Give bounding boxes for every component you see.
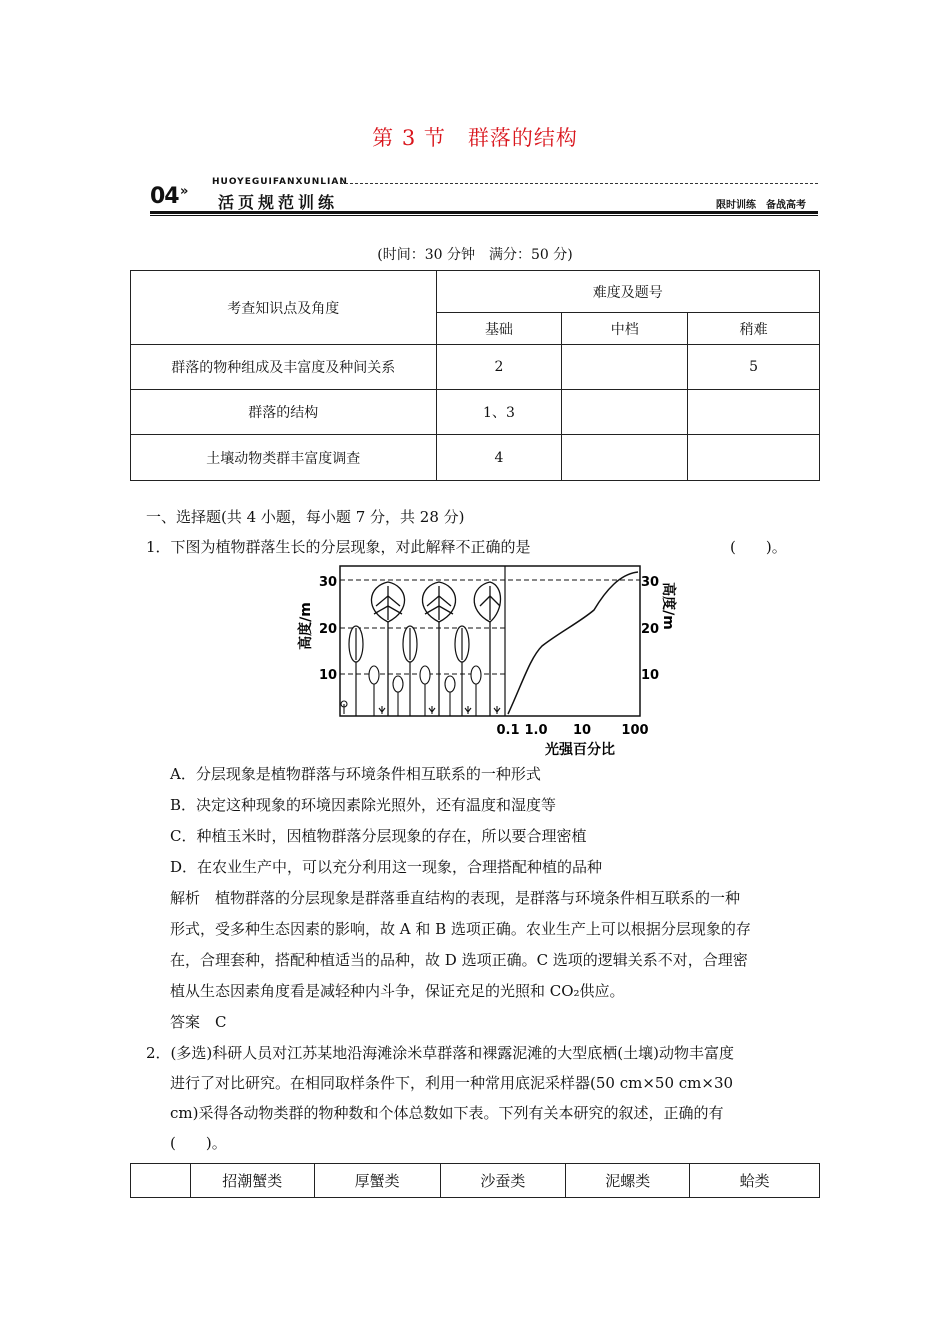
- table-cell: [562, 435, 688, 481]
- question-1-stem: 1．下图为植物群落生长的分层现象，对此解释不正确的是: [146, 538, 531, 556]
- table-subheader: 基础: [436, 313, 562, 345]
- small-shrub-icon: [420, 666, 430, 716]
- table-cell: 土壤动物类群丰富度调查: [131, 435, 437, 481]
- x-axis-label: 光强百分比: [545, 742, 615, 758]
- table-row: [131, 390, 820, 435]
- height-tick: 10: [640, 668, 660, 683]
- shrub-icon: [455, 626, 469, 716]
- section-heading: 一、选择题(共 4 小题，每小题 7 分，共 28 分): [146, 508, 465, 526]
- table-header-cell: 厚蟹类: [314, 1164, 440, 1198]
- table-header-cell: 蛤类: [690, 1164, 820, 1198]
- banner-rule-thin: [150, 215, 818, 216]
- table-cell: 群落的物种组成及丰富度及种间关系: [131, 345, 437, 390]
- table-row: [131, 345, 820, 390]
- table-cell: [562, 345, 688, 390]
- table-header-cell: 沙蚕类: [440, 1164, 566, 1198]
- chevron-right-icon: »: [180, 184, 189, 199]
- table-subheader: 中档: [562, 313, 688, 345]
- table-header-topic: 考查知识点及角度: [131, 271, 437, 345]
- x-tick: 0.1: [496, 723, 520, 738]
- small-shrub-icon: [471, 666, 481, 716]
- knowledge-table: [130, 270, 820, 481]
- shrub-icon: [349, 626, 363, 716]
- banner-label: 活页规范训练: [218, 193, 339, 212]
- height-tick: 30: [318, 575, 338, 590]
- table-header-difficulty: 难度及题号: [436, 271, 819, 313]
- section-banner: [150, 178, 818, 214]
- table-cell: [562, 390, 688, 435]
- table-cell: 群落的结构: [131, 390, 437, 435]
- x-tick: 1.0: [524, 723, 548, 738]
- table-cell: 4: [436, 435, 562, 481]
- left-axis-label: 高度/m: [298, 602, 314, 650]
- banner-dash-line: [340, 183, 818, 184]
- banner-pinyin: HUOYEGUIFANXUNLIAN: [212, 177, 348, 187]
- shrub-icon: [403, 626, 417, 716]
- question-2-line: ( )。: [170, 1134, 227, 1152]
- banner-rule: [150, 211, 818, 214]
- table-cell: [688, 435, 820, 481]
- small-shrub-icon: [445, 676, 455, 716]
- table-subheader: 稍难: [688, 313, 820, 345]
- height-tick: 20: [318, 622, 338, 637]
- table-row: [131, 1164, 820, 1198]
- analysis-line: 在，合理套种，搭配种植适当的品种，故 D 选项正确。C 选项的逻辑关系不对，合理密: [170, 951, 748, 969]
- option-a: A．分层现象是植物群落与环境条件相互联系的一种形式: [170, 765, 541, 783]
- species-table: [130, 1163, 820, 1198]
- height-tick: 20: [640, 622, 660, 637]
- answer: 答案 C: [170, 1013, 227, 1031]
- x-tick: 10: [572, 723, 592, 738]
- tree-icon: [371, 582, 404, 716]
- tree-icon: [422, 582, 455, 716]
- table-header-cell: 泥螺类: [566, 1164, 690, 1198]
- light-intensity-curve: [508, 572, 638, 714]
- time-info: (时间：30 分钟 满分：50 分): [377, 247, 573, 263]
- question-2-line: cm)采得各动物类群的物种数和个体总数如下表。下列有关本研究的叙述，正确的有: [170, 1104, 724, 1122]
- question-1-paren: ( )。: [730, 538, 787, 556]
- analysis-line: 形式，受多种生态因素的影响，故 A 和 B 选项正确。农业生产上可以根据分层现象的存: [170, 920, 751, 938]
- table-header-cell: [131, 1164, 191, 1198]
- tree-icon: [474, 582, 500, 716]
- option-d: D．在农业生产中，可以充分利用这一现象，合理搭配种植的品种: [170, 858, 603, 876]
- question-2-line: 2．(多选)科研人员对江苏某地沿海滩涂米草群落和裸露泥滩的大型底栖(土壤)动物丰富度: [146, 1044, 734, 1062]
- option-b: B．决定这种现象的环境因素除光照外，还有温度和湿度等: [170, 796, 557, 814]
- right-axis-label: 高度/m: [660, 582, 676, 630]
- table-cell: 5: [688, 345, 820, 390]
- banner-right-text: 限时训练 备战高考: [716, 200, 806, 211]
- banner-number: 04: [150, 184, 179, 209]
- plant-layer-figure: [290, 566, 676, 762]
- small-shrub-icon: [369, 666, 379, 716]
- x-tick: 100: [621, 723, 649, 738]
- table-header-cell: 招潮蟹类: [190, 1164, 314, 1198]
- question-2-line: 进行了对比研究。在相同取样条件下，利用一种常用底泥采样器(50 cm×50 cm×30: [170, 1074, 734, 1092]
- page-title: 第 3 节 群落的结构: [372, 126, 578, 150]
- option-c: C．种植玉米时，因植物群落分层现象的存在，所以要合理密植: [170, 827, 587, 845]
- table-cell: [688, 390, 820, 435]
- height-tick: 30: [640, 575, 660, 590]
- analysis-line: 解析 植物群落的分层现象是群落垂直结构的表现，是群落与环境条件相互联系的一种: [170, 889, 741, 907]
- table-cell: 1、3: [436, 390, 562, 435]
- height-tick: 10: [318, 668, 338, 683]
- analysis-line: 植从生态因素角度看是减轻种内斗争，保证充足的光照和 CO₂供应。: [170, 982, 625, 1000]
- table-cell: 2: [436, 345, 562, 390]
- table-row: [131, 435, 820, 481]
- small-shrub-icon: [393, 676, 403, 716]
